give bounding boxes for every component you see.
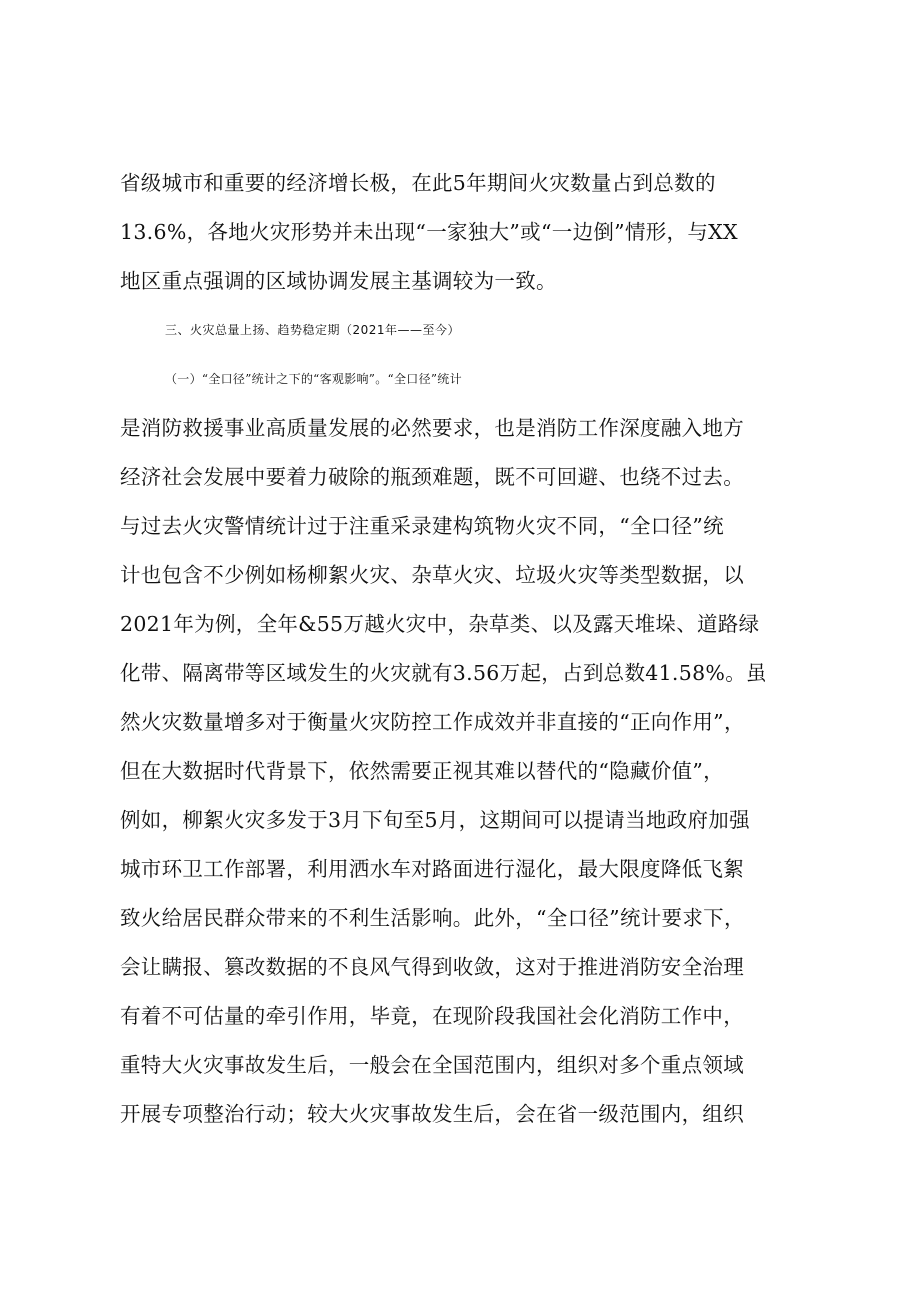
- body-text-line: 致火给居民群众带来的不利生活影响。此外，“全口径”统计要求下，: [120, 906, 745, 930]
- body-text-line: 13.6%，各地火灾形势并未出现“一家独大”或“一边倒”情形，与XX: [120, 220, 738, 244]
- body-text-line: 是消防救援事业高质量发展的必然要求，也是消防工作深度融入地方: [120, 416, 744, 440]
- body-text-line: 2021年为例，全年&55万越火灾中，杂草类、以及露天堆垛、道路绿: [120, 612, 760, 636]
- body-text-line: 经济社会发展中要着力破除的瓶颈难题，既不可回避、也绕不过去。: [120, 465, 744, 489]
- body-text-line: 计也包含不少例如杨柳絮火灾、杂草火灾、垃圾火灾等类型数据，以: [120, 563, 744, 587]
- body-text-line: 地区重点强调的区域协调发展主基调较为一致。: [120, 269, 557, 293]
- body-text-line: 然火灾数量增多对于衡量火灾防控工作成效并非直接的“正向作用”，: [120, 710, 745, 734]
- section-heading: 三、火灾总量上扬、趋势稳定期（2021年——至今）: [165, 323, 461, 337]
- body-text-line: 有着不可估量的牵引作用，毕竟，在现阶段我国社会化消防工作中，: [120, 1004, 744, 1028]
- body-text-line: 城市环卫工作部署，利用洒水车对路面进行湿化，最大限度降低飞絮: [120, 857, 744, 881]
- body-text-line: 化带、隔离带等区域发生的火灾就有3.56万起，占到总数41.58%。虽: [120, 661, 767, 685]
- body-text-line: 与过去火灾警情统计过于注重采录建构筑物火灾不同，“全口径”统: [120, 514, 724, 538]
- body-text-line: 例如，柳絮火灾多发于3月下旬至5月，这期间可以提请当地政府加强: [120, 808, 750, 832]
- body-text-line: 省级城市和重要的经济增长极，在此5年期间火灾数量占到总数的: [120, 171, 716, 195]
- subsection-heading-line: （一）“全口径”统计之下的“客观影响”。“全口径”统计: [165, 372, 462, 386]
- body-text-line: 重特大火灾事故发生后，一般会在全国范围内，组织对多个重点领域: [120, 1053, 744, 1077]
- body-text-line: 会让瞒报、篡改数据的不良风气得到收敛，这对于推进消防安全治理: [120, 955, 744, 979]
- body-text-line: 但在大数据时代背景下，依然需要正视其难以替代的“隐藏价值”，: [120, 759, 724, 783]
- body-text-line: 开展专项整治行动；较大火灾事故发生后，会在省一级范围内，组织: [120, 1102, 744, 1126]
